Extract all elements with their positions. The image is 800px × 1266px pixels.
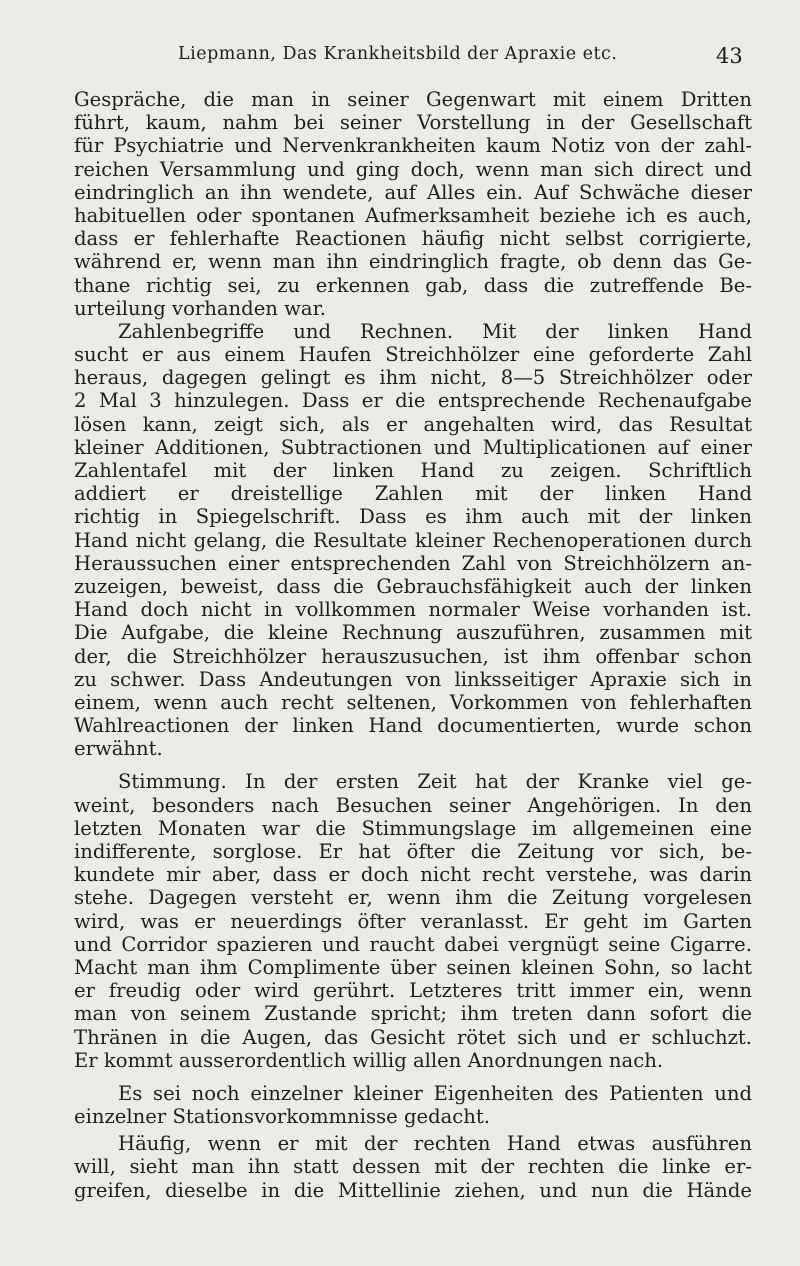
text-line: er freudig oder wird gerührt. Letzteres tritt immer ein, wenn (74, 979, 752, 1003)
paragraph (74, 1132, 752, 1202)
text-line: Heraussuchen einer entsprechenden Zahl von Streichhölzern an- (74, 551, 752, 575)
text-line: heraus, dagegen gelingt es ihm nicht, 8—5 Streichhölzer oder (74, 366, 752, 390)
text-line: Hand nicht gelang, die Resultate kleiner Rechenoperationen durch (74, 528, 752, 552)
text-line: während er, wenn man ihn eindringlich fragte, ob denn das Ge- (74, 250, 752, 274)
text-line: zu schwer. Dass Andeutungen von linksseitiger Apraxie sich in (74, 667, 752, 691)
text-line: Zahlenbegriffe und Rechnen. Mit der linken Hand (118, 319, 752, 343)
text-line: stehe. Dagegen versteht er, wenn ihm die Zeitung vorgelesen (74, 886, 752, 910)
text-line: Gespräche, die man in seiner Gegenwart mit einem Dritten (74, 88, 752, 111)
paragraph (74, 320, 752, 761)
text-line: und Corridor spazieren und raucht dabei vergnügt seine Cigarre. (74, 932, 752, 956)
text-line: addiert er dreistellige Zahlen mit der linken Hand (74, 482, 752, 506)
text-line: eindringlich an ihn wendete, auf Alles ein. Auf Schwäche dieser (74, 180, 752, 204)
paragraph (74, 1082, 752, 1128)
text-line: urteilung vorhanden war. (74, 296, 327, 320)
page-number: 43 (716, 44, 743, 68)
text-line: greifen, dieselbe in die Mittellinie ziehen, und nun die Hände (74, 1178, 752, 1202)
text-line: indifferente, sorglose. Er hat öfter die Zeitung vor sich, be- (74, 840, 752, 863)
text-line: Häufig, wenn er mit der rechten Hand etwas ausführen (118, 1132, 752, 1156)
text-line: Wahlreactionen der linken Hand documentierten, wurde schon (74, 714, 752, 738)
text-line: will, sieht man ihn statt dessen mit der rechten die linke er- (74, 1155, 752, 1179)
running-title: Liepmann, Das Krankheitsbild der Apraxie etc. (178, 44, 618, 64)
text-line: Die Aufgabe, die kleine Rechnung auszuführen, zusammen mit (74, 621, 752, 645)
text-line: habituellen oder spontanen Aufmerksamheit beziehe ich es auch, (74, 203, 752, 227)
text-line: reichen Versammlung und ging doch, wenn man sich direct und (74, 157, 752, 181)
text-line: zuzeigen, beweist, dass die Gebrauchsfähigkeit auch der linken (74, 574, 752, 598)
text-line: Hand doch nicht in vollkommen normaler Weise vorhanden ist. (74, 598, 752, 622)
text-line: Thränen in die Augen, das Gesicht rötet sich und er schluchzt. (74, 1025, 752, 1049)
text-line: thane richtig sei, zu erkennen gab, dass die zutreffende Be- (74, 273, 752, 297)
text-line: man von seinem Zustande spricht; ihm treten dann sofort die (74, 1002, 752, 1026)
text-line: sucht er aus einem Haufen Streichhölzer eine geforderte Zahl (74, 343, 752, 367)
text-line: letzten Monaten war die Stimmungslage im allgemeinen eine (74, 816, 752, 840)
text-line: einem, wenn auch recht seltenen, Vorkommen von fehlerhaften (74, 690, 752, 714)
text-line: weint, besonders nach Besuchen seiner Angehörigen. In den (74, 793, 752, 817)
text-line: 2 Mal 3 hinzulegen. Dass er die entsprechende Rechenaufgabe (74, 389, 752, 413)
text-line: erwähnt. (74, 737, 163, 761)
text-line: einzelner Stationsvorkommnisse gedacht. (74, 1105, 491, 1129)
text-line: kleiner Additionen, Subtractionen und Multiplicationen auf einer (74, 435, 752, 459)
text-line: wird, was er neuerdings öfter veranlasst. Er geht im Garten (74, 909, 752, 933)
text-line: dass er fehlerhafte Reactionen häufig nicht selbst corrigierte, (74, 227, 752, 251)
text-line: Zahlentafel mit der linken Hand zu zeigen. Schriftlich (74, 459, 752, 482)
text-line: Macht man ihm Complimente über seinen kleinen Sohn, so lacht (74, 955, 752, 979)
text-line: Es sei noch einzelner kleiner Eigenheiten des Patienten und (118, 1081, 752, 1105)
text-line: für Psychiatrie und Nervenkrankheiten kaum Notiz von der zahl- (74, 134, 752, 158)
text-line: Er kommt ausserordentlich willig allen Anordnungen nach. (74, 1048, 664, 1072)
paragraph (74, 88, 752, 320)
text-line: führt, kaum, nahm bei seiner Vorstellung in der Gesellschaft (74, 111, 752, 135)
text-line: Stimmung. In der ersten Zeit hat der Kranke viel ge- (118, 770, 752, 794)
text-line: kundete mir aber, dass er doch nicht recht verstehe, was darin (74, 863, 752, 887)
text-line: richtig in Spiegelschrift. Dass es ihm auch mit der linken (74, 505, 752, 529)
paragraph (74, 770, 752, 1071)
text-line: lösen kann, zeigt sich, als er angehalten wird, das Resultat (74, 412, 752, 436)
text-line: der, die Streichhölzer herauszusuchen, ist ihm offenbar schon (74, 644, 752, 668)
body-text (74, 88, 752, 1202)
